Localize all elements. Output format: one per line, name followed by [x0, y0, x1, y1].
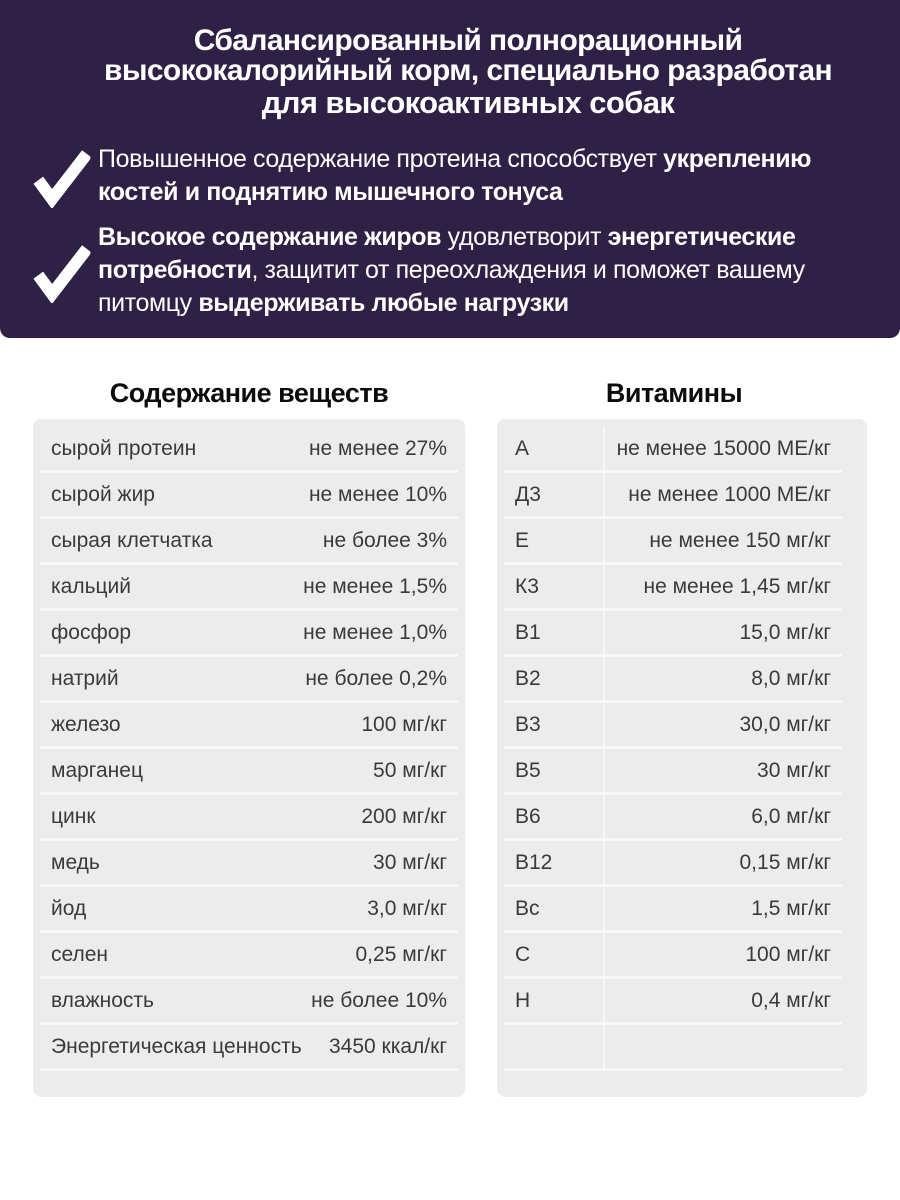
row-value: не более 10%: [311, 988, 447, 1012]
benefit-text-bold: Высокое содержание жиров: [98, 223, 442, 251]
row-label: В6: [515, 804, 541, 828]
row-value: не более 3%: [322, 528, 447, 552]
row-value: 0,15 мг/кг: [739, 850, 831, 874]
row-label: сырая клетчатка: [51, 528, 213, 552]
row-label: Энергетическая ценность: [51, 1034, 302, 1058]
row-label: железо: [51, 712, 121, 736]
benefit-text: [98, 221, 805, 320]
table-row: [40, 427, 458, 473]
benefit-text: [98, 143, 811, 209]
row-label: цинк: [51, 804, 96, 828]
benefit-text-regular: питомцу: [98, 289, 199, 317]
row-value: 8,0 мг/кг: [751, 666, 831, 690]
row-label: Е: [515, 528, 530, 552]
table-row: [504, 841, 842, 887]
row-value: 3,0 мг/кг: [367, 896, 447, 920]
benefit-text-regular: , защитит от переохлаждения и поможет вашему: [251, 256, 805, 284]
row-value: 50 мг/кг: [373, 758, 447, 782]
row-label: селен: [51, 942, 109, 966]
nutrition-section: [33, 378, 900, 1097]
table-row: [504, 749, 842, 795]
table-row: [504, 657, 842, 703]
benefit-text-bold: выдерживать любые нагрузки: [198, 289, 569, 317]
table-row: [40, 473, 458, 519]
row-value: 100 мг/кг: [745, 942, 831, 966]
table-row: [504, 473, 842, 519]
table-row: [504, 933, 842, 979]
substances-panel: [33, 378, 465, 1097]
benefit-text-bold: укреплению: [663, 144, 812, 173]
row-value: 6,0 мг/кг: [751, 804, 831, 828]
checkmark-icon: [30, 239, 94, 312]
table-row: [40, 657, 458, 703]
table-row: [40, 795, 458, 841]
checkmark-icon: [30, 144, 94, 217]
row-value: не менее 1,5%: [303, 574, 447, 598]
table-row: [504, 1025, 842, 1071]
vitamins-table: [497, 419, 867, 1097]
row-value: 30,0 мг/кг: [739, 712, 831, 736]
table-row: [504, 611, 842, 657]
row-value: не менее 15000 МЕ/кг: [616, 436, 831, 460]
row-label: марганец: [51, 758, 143, 782]
row-value: 200 мг/кг: [361, 804, 447, 828]
title-line: Сбалансированный полнорационный: [193, 24, 743, 57]
table-row: [40, 841, 458, 887]
row-label: В5: [515, 758, 541, 782]
table-row: [40, 979, 458, 1025]
row-label: Н: [515, 988, 531, 1012]
row-value: не менее 1,0%: [303, 620, 447, 644]
row-label: К3: [515, 574, 539, 598]
benefit-text-regular: удовлетворит: [441, 223, 608, 251]
table-row: [504, 565, 842, 611]
table-row: [504, 887, 842, 933]
benefit-item: [34, 221, 860, 320]
title-line: для высокоактивных собак: [261, 85, 675, 120]
table-row: [40, 519, 458, 565]
table-row: [40, 565, 458, 611]
row-value: 3450 ккал/кг: [328, 1034, 447, 1058]
row-value: не менее 1,45 мг/кг: [643, 574, 831, 598]
row-value: 30 мг/кг: [373, 850, 447, 874]
row-label: А: [515, 436, 530, 460]
row-value: 0,25 мг/кг: [355, 942, 447, 966]
row-label: сырой протеин: [51, 436, 197, 460]
row-label: В3: [515, 712, 541, 736]
row-label: йод: [51, 896, 87, 920]
title-line: высококалорийный корм, специально разработан: [103, 54, 832, 87]
benefit-text-bold: костей и поднятию мышечного тонуса: [98, 177, 563, 206]
row-label: Д3: [515, 482, 541, 506]
table-row: [504, 519, 842, 565]
substances-table-title: Содержание веществ: [109, 378, 389, 408]
vitamins-table-title: Витамины: [605, 378, 743, 408]
table-row: [40, 1025, 458, 1071]
table-row: [40, 887, 458, 933]
row-label: В12: [515, 850, 553, 874]
row-value: 30 мг/кг: [757, 758, 831, 782]
row-value: не менее 150 мг/кг: [649, 528, 831, 552]
row-label: влажность: [51, 988, 154, 1012]
table-row: [40, 703, 458, 749]
row-value: 15,0 мг/кг: [739, 620, 831, 644]
row-label: фосфор: [51, 620, 132, 644]
product-title: [0, 26, 900, 118]
row-value: не менее 1000 МЕ/кг: [628, 482, 831, 506]
row-value: не менее 27%: [308, 436, 447, 460]
vitamins-panel: [497, 378, 867, 1097]
row-label: В1: [515, 620, 541, 644]
table-row: [40, 749, 458, 795]
row-value: 0,4 мг/кг: [751, 988, 831, 1012]
row-value: не менее 10%: [308, 482, 447, 506]
row-value: не более 0,2%: [305, 666, 447, 690]
table-row: [504, 795, 842, 841]
row-label: Вс: [515, 896, 540, 920]
row-label: В2: [515, 666, 541, 690]
row-value: 1,5 мг/кг: [751, 896, 831, 920]
table-row: [504, 703, 842, 749]
row-label: С: [515, 942, 531, 966]
row-label: медь: [51, 850, 100, 874]
benefit-text-regular: Повышенное содержание протеина способствует: [98, 144, 664, 173]
row-label: кальций: [51, 574, 132, 598]
table-row: [504, 979, 842, 1025]
substances-table: [33, 419, 465, 1097]
table-row: [40, 933, 458, 979]
table-row: [40, 611, 458, 657]
benefit-text-bold: потребности: [98, 256, 252, 284]
row-value: 100 мг/кг: [361, 712, 447, 736]
benefit-item: [34, 142, 860, 209]
row-label: натрий: [51, 666, 119, 690]
header-banner: [0, 0, 900, 338]
table-row: [504, 427, 842, 473]
row-label: сырой жир: [51, 482, 155, 506]
benefit-text-bold: энергетические: [607, 223, 796, 251]
benefit-list: [34, 142, 860, 320]
